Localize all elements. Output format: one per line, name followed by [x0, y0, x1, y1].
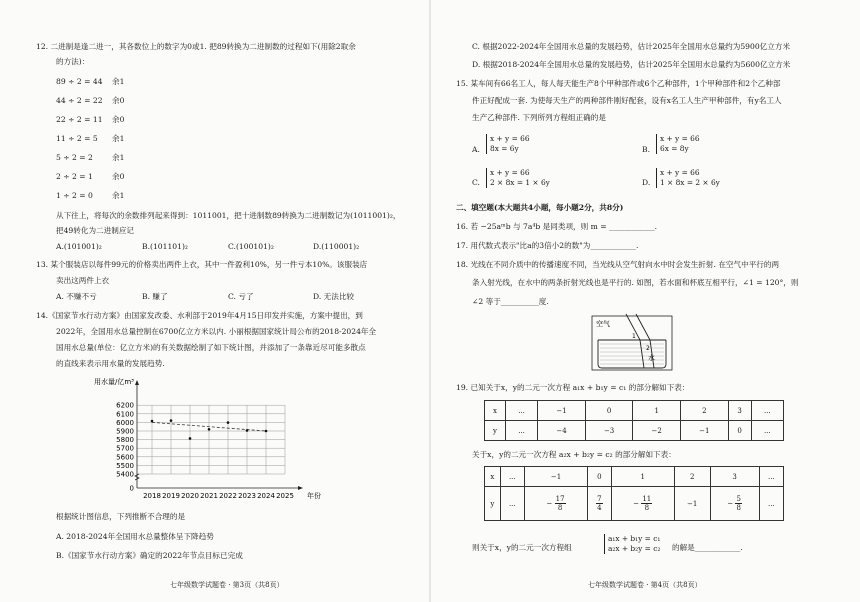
- q14-option-c: C. 根据2022-2024年全国用水总量的发展趋势，估计2025年全国用水总量约为5900亿立方米: [472, 42, 791, 51]
- chart-data-point: [246, 429, 249, 432]
- right-footer: 七年级数学试题卷 · 第4页（共8页）: [588, 581, 702, 589]
- chart-y-tick-label: 5600: [116, 453, 134, 462]
- q15-option-c-eq2: 2 × 8x = 1 × 6y: [490, 178, 550, 187]
- chart-y-tick-label: 6200: [116, 401, 134, 410]
- q13-option-c: C. 亏了: [228, 292, 254, 301]
- q15-option-d-eq2: 1 × 8x = 2 × 6y: [660, 178, 720, 187]
- figure-air-label: 空气: [596, 320, 610, 328]
- minus-sign: −: [727, 499, 734, 508]
- q14-line-4: 的直线来表示用水量的发展趋势.: [56, 359, 165, 368]
- q19-table-2: [484, 466, 784, 521]
- left-footer: 七年级数学试题卷 · 第3页（共8页）: [170, 581, 284, 589]
- q15-line-3: 生产乙种部件. 下列所列方程组正确的是: [472, 113, 606, 122]
- table-cell-fraction: [611, 487, 674, 521]
- q14-line-2: 2022年，全国用水总量控制在6700亿立方米以内. 小丽根据国家统计局公布的2018-2024年全: [56, 327, 377, 336]
- denominator: 4: [597, 504, 602, 512]
- q15-option-b-label: B.: [642, 145, 650, 154]
- q19-table-2-row-x: [485, 467, 784, 487]
- table-cell: 0: [728, 421, 751, 441]
- q15-option-a-system: [486, 134, 530, 154]
- q19-system-eq1: a₁x + b₁y = c₁: [608, 534, 661, 543]
- q19-end-2: 的解是____________.: [672, 543, 743, 552]
- chart-x-tick-label: 2025: [276, 492, 294, 500]
- table-cell: 3: [728, 401, 751, 421]
- refraction-figure: [590, 312, 680, 374]
- q15-option-c-eq1: x + y = 66: [490, 168, 530, 177]
- chart-x-axis-arrow: [298, 486, 303, 490]
- q18-line-2: 条入射光线，在水中的两条折射光线也是平行的. 如图，若水面和杯底互相平行，∠1 = 120°，则: [472, 278, 799, 287]
- chart-data-point: [208, 428, 211, 431]
- water-usage-chart: [82, 378, 342, 502]
- q13-line-2: 卖出这两件上衣: [56, 276, 110, 285]
- table-cell: 3: [710, 467, 759, 487]
- q12-intro-1: 12. 二进制是逢二进一，其各数位上的数字为0或1. 把89转换为二进制数的过程如下(用除2取余: [36, 42, 356, 51]
- q15-option-d-label: D.: [642, 178, 651, 187]
- q14-line-3: 国用水总量(单位：亿立方米)的有关数据绘制了如下统计图，并添加了一条靠近尽可能多散点: [56, 343, 366, 352]
- table-cell: −1: [524, 467, 587, 487]
- chart-data-point: [227, 421, 230, 424]
- table-cell: x: [485, 401, 506, 421]
- table-cell: −2: [633, 421, 681, 441]
- q15-option-c-label: C.: [472, 178, 480, 187]
- q12-conclusion-2: 把49转化为二进制应记: [56, 226, 135, 235]
- chart-x-tick-label: 2023: [238, 492, 256, 500]
- q15-option-c-system: [486, 168, 550, 188]
- q15-option-a-label: A.: [472, 145, 480, 154]
- table-cell: ...: [505, 401, 537, 421]
- numerator: 7: [597, 495, 602, 503]
- table-cell: y: [485, 421, 506, 441]
- table-cell-fraction: [588, 487, 612, 521]
- q19-table-1-row-y: [485, 421, 784, 441]
- q13-option-d: D. 无法比较: [313, 292, 355, 301]
- chart-y-tick-label: 6100: [116, 410, 134, 419]
- q15-option-b-eq1: x + y = 66: [660, 134, 700, 143]
- chart-y-tick-label: 5400: [116, 470, 134, 479]
- fraction: [596, 495, 602, 512]
- fraction: [735, 495, 741, 512]
- q12-conclusion-1: 从下往上，将每次的余数排列起来得到：1011001，把十进制数89转换为二进制数记为(1011001)₂，: [56, 211, 401, 220]
- table-cell: ...: [751, 421, 783, 441]
- q12-step-6-expr: 2 ÷ 2 = 1: [56, 172, 93, 181]
- q13-line-1: 13. 某个服装店以每件99元的价格卖出两件上衣，其中一件盈利10%，另一件亏本10%。该服装店: [36, 260, 368, 269]
- q12-step-5-expr: 5 ÷ 2 = 2: [56, 153, 93, 162]
- q14-line-1: 14.《国家节水行动方案》由国家发改委、水利部于2019年4月15日印发并实施，方案中提出，到: [36, 311, 363, 320]
- chart-y-tick-label: 5800: [116, 436, 134, 445]
- chart-x-tick-label: 2021: [200, 492, 218, 500]
- q13-option-a: A. 不赚不亏: [56, 292, 97, 301]
- q18-line-1: 18. 光线在不同介质中的传播速度不同，当光线从空气射向水中时会发生折射. 在空气中平行的两: [456, 260, 780, 269]
- q12-step-6-rem: 余0: [112, 172, 125, 181]
- table-cell: ...: [500, 467, 524, 487]
- section-2-heading: 二、填空题(本大题共4小题，每小题2分，共8分): [456, 203, 624, 212]
- chart-data-point: [151, 420, 154, 423]
- q12-step-1-expr: 89 ÷ 2 = 44: [56, 77, 103, 86]
- table-cell: x: [485, 467, 501, 487]
- q19-table-2-row-y: [485, 487, 784, 521]
- q12-step-1-rem: 余1: [112, 77, 125, 86]
- table-cell: ...: [759, 487, 783, 521]
- q14-option-b: B.《国家节水行动方案》确定的2022年节点目标已完成: [56, 551, 243, 560]
- table-cell-fraction: [710, 487, 759, 521]
- chart-x-tick-label: 2024: [257, 492, 275, 500]
- table-cell: 0: [585, 401, 633, 421]
- q12-step-3-rem: 余0: [112, 115, 125, 124]
- q15-option-b-eq2: 6x = 8y: [660, 144, 689, 153]
- table-cell: 1: [633, 401, 681, 421]
- q15-option-b-system: [656, 134, 700, 154]
- q12-step-4-expr: 11 ÷ 2 = 5: [56, 134, 98, 143]
- q15-option-d-system: [656, 168, 720, 188]
- table-cell: y: [485, 487, 501, 521]
- table-cell: −1: [681, 421, 729, 441]
- q19-mid: 关于x，y的二元一次方程 a₂x + b₂y = c₂ 的部分解如下表：: [472, 450, 676, 459]
- chart-x-tick-label: 2019: [162, 492, 180, 500]
- chart-axis-break: [135, 474, 139, 480]
- q12-option-d: D.(110001)₂: [313, 242, 360, 251]
- figure-angle-1-label: 1: [632, 333, 636, 340]
- q14-option-d: D. 根据2018-2024年全国用水总量的发展趋势，估计2025年全国用水总量约为5600亿立方米: [472, 60, 791, 69]
- fraction: [555, 495, 566, 512]
- q19-table-1-row-x: [485, 401, 784, 421]
- chart-y-axis-arrow: [135, 380, 139, 385]
- q12-step-7-rem: 余1: [112, 191, 125, 200]
- numerator: 11: [642, 495, 652, 503]
- q15-option-d-eq1: x + y = 66: [660, 168, 700, 177]
- table-cell: −1: [538, 401, 586, 421]
- chart-y-tick-label: 5900: [116, 427, 134, 436]
- chart-data-point: [265, 430, 268, 433]
- q19-intro: 19. 已知关于x，y的二元一次方程 a₁x + b₁y = c₁ 的部分解如下表：: [456, 383, 690, 392]
- chart-y-tick-label: 0: [129, 484, 134, 493]
- q19-system-eq2: a₂x + b₂y = c₂: [608, 544, 661, 553]
- q12-step-5-rem: 余1: [112, 153, 125, 162]
- q18-line-3: ∠2 等于__________度.: [472, 297, 549, 306]
- q19-table-1: [484, 400, 784, 441]
- q15-option-a-eq2: 8x = 6y: [490, 144, 519, 153]
- chart-data-point: [170, 419, 173, 422]
- q14-after: 根据统计图信息，下列推断不合理的是: [56, 512, 186, 521]
- q12-step-2-rem: 余0: [112, 96, 125, 105]
- figure-angle-2-label: 2: [646, 345, 650, 352]
- table-cell: 2: [674, 467, 710, 487]
- q12-option-c: C.(100101)₂: [228, 242, 274, 251]
- chart-y-tick-label: 5500: [116, 461, 134, 470]
- denominator: 8: [557, 504, 563, 512]
- chart-x-tick-label: 2020: [181, 492, 199, 500]
- table-cell: ...: [759, 467, 783, 487]
- q14-option-a: A. 2018-2024年全国用水总量整体呈下降趋势: [56, 532, 214, 541]
- fraction: [641, 495, 652, 512]
- page-fold: [429, 0, 431, 602]
- q13-option-b: B. 赚了: [142, 292, 168, 301]
- minus-sign: −: [633, 499, 640, 508]
- chart-x-tick-label: 2022: [219, 492, 237, 500]
- chart-x-axis-label: 年份: [307, 492, 321, 500]
- chart-y-tick-label: 6000: [116, 418, 134, 427]
- minus-sign: −: [546, 499, 553, 508]
- denominator: 8: [644, 504, 650, 512]
- table-cell: −4: [538, 421, 586, 441]
- q12-intro-2: 的方法)：: [56, 57, 90, 66]
- chart-data-point: [189, 437, 192, 440]
- q16: 16. 若 −25aᵐb 与 7a⁴b 是同类项，则 m = ____________.: [456, 222, 658, 231]
- figure-water-label: 水: [648, 354, 655, 362]
- table-cell: ...: [751, 401, 783, 421]
- chart-x-tick-label: 2018: [143, 492, 161, 500]
- q12-step-7-expr: 1 ÷ 2 = 0: [56, 191, 93, 200]
- table-cell: 2: [681, 401, 729, 421]
- table-cell: ...: [505, 421, 537, 441]
- q15-option-a-eq1: x + y = 66: [490, 134, 530, 143]
- denominator: 8: [736, 504, 741, 512]
- q12-option-b: B.(101101)₂: [142, 242, 188, 251]
- table-cell: −1: [674, 487, 710, 521]
- q12-option-a: A.(101001)₂: [56, 242, 102, 251]
- q17: 17. 用代数式表示"比a的3倍小2的数"为____________.: [456, 241, 639, 250]
- table-cell: 1: [611, 467, 674, 487]
- q19-end-1: 则关于x，y的二元一次方程组: [472, 543, 572, 552]
- chart-y-axis-label: 用水量/亿m³: [94, 378, 134, 386]
- table-cell: −3: [585, 421, 633, 441]
- q12-step-4-rem: 余1: [112, 134, 125, 143]
- numerator: 17: [555, 495, 565, 503]
- q12-step-2-expr: 44 ÷ 2 = 22: [56, 96, 103, 105]
- table-cell-fraction: [524, 487, 587, 521]
- q12-step-3-expr: 22 ÷ 2 = 11: [56, 115, 103, 124]
- q19-system: [604, 534, 660, 554]
- table-cell: 0: [588, 467, 612, 487]
- numerator: 5: [736, 495, 741, 503]
- chart-y-tick-label: 5700: [116, 444, 134, 453]
- q15-line-2: 件正好配成一套. 为使每天生产的两种部件刚好配套，设有x名工人生产甲种部件，有y名工人: [472, 96, 782, 105]
- table-cell: ...: [500, 487, 524, 521]
- q15-line-1: 15. 某车间有66名工人，每人每天能生产8个甲种部件或6个乙种部件，1个甲种部件和2个乙种部: [456, 79, 781, 88]
